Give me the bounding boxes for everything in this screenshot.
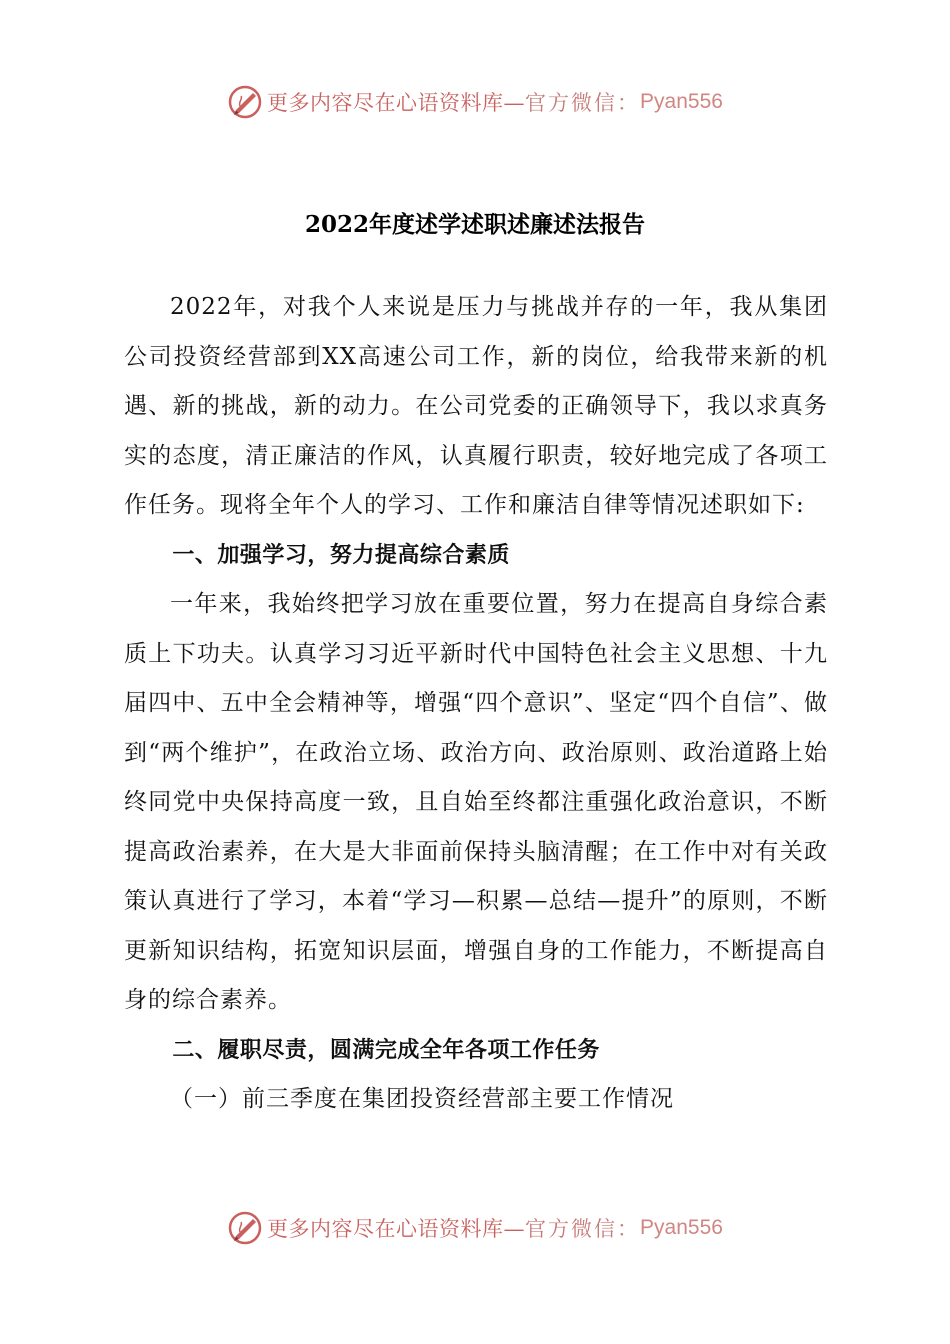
document-body	[124, 283, 828, 1125]
watermark-wechat-label: 官方微信：	[525, 1217, 641, 1241]
watermark-wechat-label: 官方微信：	[525, 91, 641, 115]
watermark-text: 更多内容尽在心语资料库—	[267, 1217, 526, 1241]
document-title: 2022年度述学述职述廉述法报告	[304, 211, 645, 238]
section-2-heading: 二、履职尽责，圆满完成全年各项工作任务	[172, 1037, 600, 1063]
pen-logo-icon	[227, 1210, 263, 1246]
watermark-banner-top	[0, 80, 950, 124]
watermark-text: 更多内容尽在心语资料库—	[267, 91, 526, 115]
section-2-subheading-1: （一）前三季度在集团投资经营部主要工作情况	[170, 1086, 674, 1112]
watermark-wechat-id: Pyan556	[640, 90, 723, 113]
watermark-banner-bottom	[0, 1206, 950, 1250]
watermark-wechat-id: Pyan556	[640, 1216, 723, 1239]
section-1-heading: 一、加强学习，努力提高综合素质	[172, 542, 510, 568]
section-1-paragraph: 一年来，我始终把学习放在重要位置，努力在提高自身综合素质上下功夫。认真学习习近平新时代中国特色社会主义思想、十九届四中、五中全会精神等，增强“四个意识”、坚定“四个自信”、做到“两个维护”，在政治立场、政治方向、政治原则、政治道路上始终同党中央保持高度一致，且自始至终都注重强化政治意识，不断提高政治素养，在大是大非面前保持头脑清醒；在工作中对有关政策认真进行了学习，本着“学习—积累—总结—提升”的原则，不断更新知识结构，拓宽知识层面，增强自身的工作能力，不断提高自身的综合素养。	[124, 591, 828, 1013]
pen-logo-icon	[227, 84, 263, 120]
intro-paragraph: 2022年，对我个人来说是压力与挑战并存的一年，我从集团公司投资经营部到XX高速公司工作，新的岗位，给我带来新的机遇、新的挑战，新的动力。在公司党委的正确领导下，我以求真务实的态度，清正廉洁的作风，认真履行职责，较好地完成了各项工作任务。现将全年个人的学习、工作和廉洁自律等情况述职如下:	[124, 294, 828, 518]
